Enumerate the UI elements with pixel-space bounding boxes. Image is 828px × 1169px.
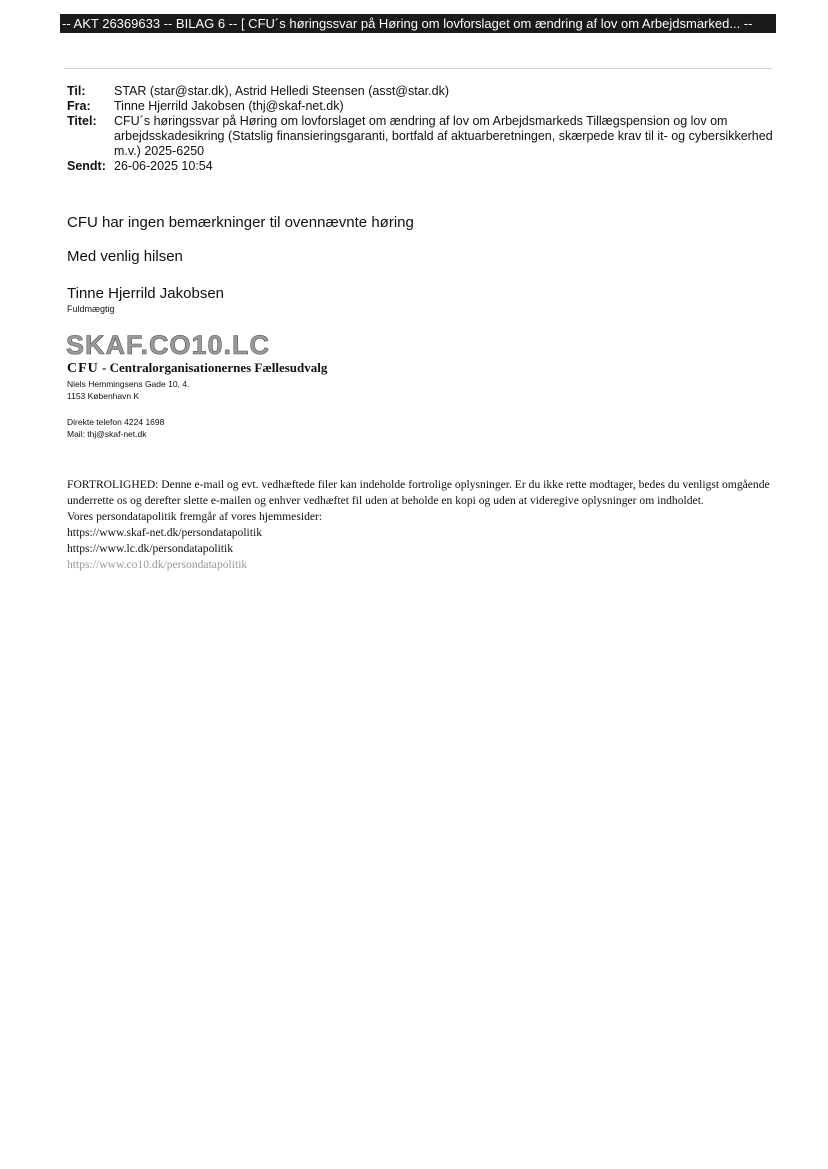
til-value: STAR (star@star.dk), Astrid Helledi Steensen (asst@star.dk) bbox=[114, 84, 449, 98]
logo-text: SKAF.CO10.LC bbox=[66, 330, 271, 360]
fra-value: Tinne Hjerrild Jakobsen (thj@skaf-net.dk) bbox=[114, 99, 344, 113]
org-prefix: CFU bbox=[67, 361, 99, 376]
header-row-til bbox=[67, 84, 777, 99]
header-row-fra bbox=[67, 99, 777, 114]
address-line-1: Niels Hemmingsens Gade 10, 4. bbox=[67, 379, 190, 389]
mail-line: Mail: thj@skaf-net.dk bbox=[67, 429, 147, 439]
confidentiality-text: FORTROLIGHED: Denne e-mail og evt. vedhæftede filer kan indeholde fortrolige oplysninger. Er du ikke rette modtager, bedes du venligst omgående underrette os og derefter slette e-mailen og enhver vedhæftet fil uden at beholde en kopi og uden at videregive oplysninger om indholdet. bbox=[67, 478, 770, 507]
titel-value: CFU´s høringssvar på Høring om lovforslaget om ændring af lov om Arbejdsmarkeds Tillægspension og lov om arbejdsskadesikring (Statslig finansieringsgaranti, bortfald af aktuarberetningen, skærpede krav til it- og cybersikkerhed m.v.) 2025-6250 bbox=[114, 114, 773, 158]
signature-name: Tinne Hjerrild Jakobsen bbox=[67, 285, 225, 302]
document-banner bbox=[60, 14, 776, 33]
organization-logo bbox=[66, 330, 286, 360]
signature-role: Fuldmægtig bbox=[67, 304, 115, 314]
message-line-1: CFU har ingen bemærkninger til ovennævnte høring bbox=[67, 214, 414, 231]
policy-link-lc[interactable]: https://www.lc.dk/persondatapolitik bbox=[67, 542, 234, 555]
fra-label: Fra: bbox=[67, 99, 91, 113]
sendt-value: 26-06-2025 10:54 bbox=[114, 159, 213, 173]
contact-info bbox=[67, 416, 164, 440]
sendt-label: Sendt: bbox=[67, 159, 106, 173]
policy-intro: Vores persondatapolitik fremgår af vores hjemmesider: bbox=[67, 510, 323, 523]
banner-text: -- AKT 26369633 -- BILAG 6 -- [ CFU´s høringssvar på Høring om lovforslaget om ændring af lov om Arbejdsmarked... -- bbox=[62, 16, 753, 31]
organization-address bbox=[67, 378, 189, 402]
organization-name bbox=[67, 360, 327, 377]
email-header bbox=[67, 84, 777, 174]
header-row-sendt bbox=[67, 159, 777, 174]
policy-link-skaf[interactable]: https://www.skaf-net.dk/persondatapolitik bbox=[67, 526, 263, 539]
til-label: Til: bbox=[67, 84, 86, 98]
header-row-titel bbox=[67, 114, 777, 159]
header-divider bbox=[64, 68, 772, 69]
org-full-name: - Centralorganisationernes Fællesudvalg bbox=[102, 360, 328, 375]
message-greeting: Med venlig hilsen bbox=[67, 248, 183, 265]
titel-label: Titel: bbox=[67, 114, 97, 128]
address-line-2: 1153 København K bbox=[67, 391, 140, 401]
confidentiality-notice bbox=[67, 477, 773, 573]
policy-link-co10[interactable]: https://www.co10.dk/persondatapolitik bbox=[67, 558, 248, 571]
phone-line: Direkte telefon 4224 1698 bbox=[67, 417, 165, 427]
